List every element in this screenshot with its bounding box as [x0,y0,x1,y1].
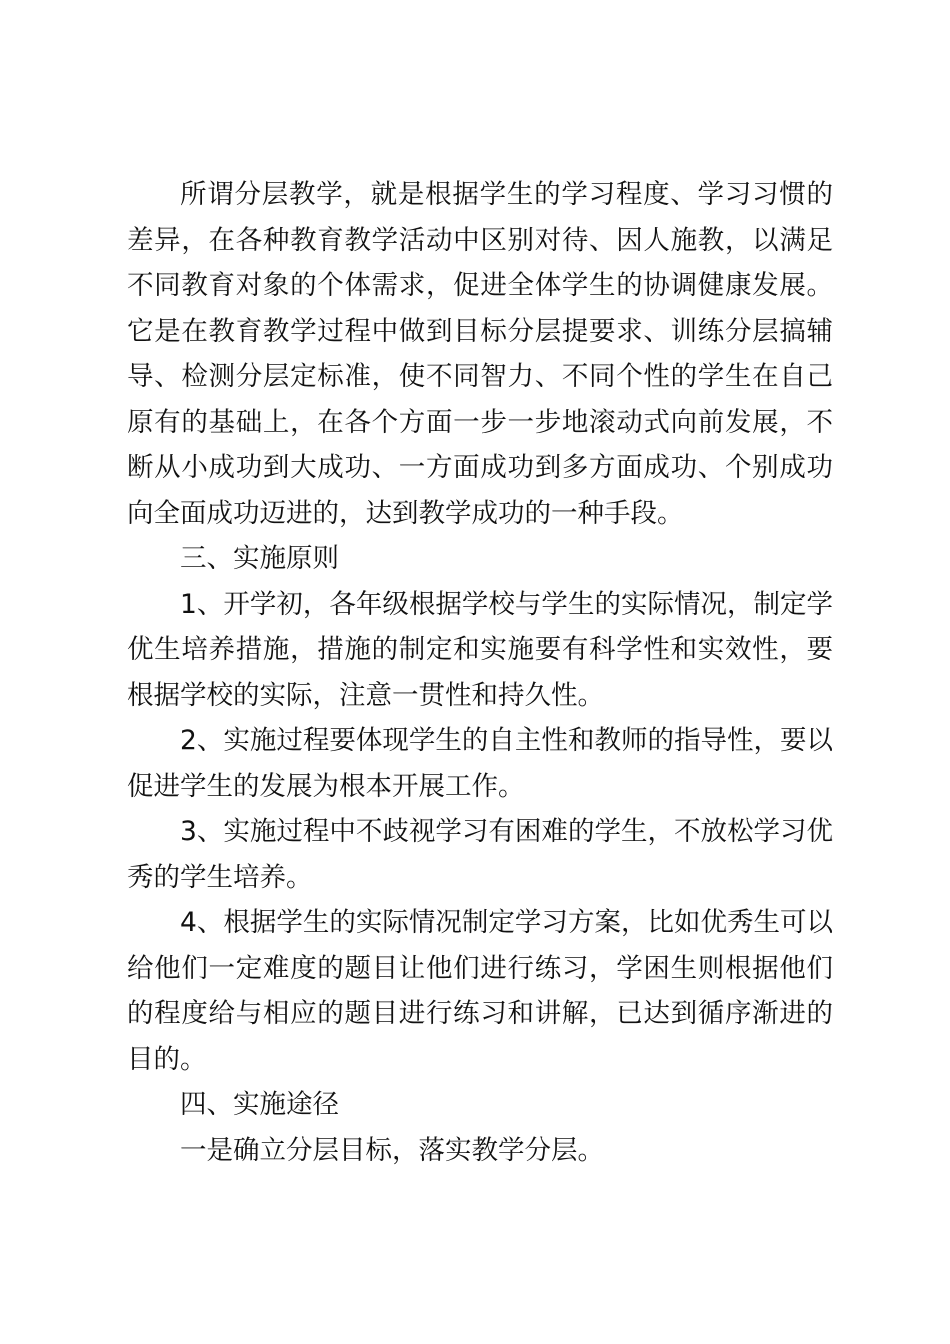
principle-item-3: 3、实施过程中不歧视学习有困难的学生，不放松学习优秀的学生培养。 [127,816,833,893]
principle-item-4: 4、根据学生的实际情况制定学习方案，比如优秀生可以给他们一定难度的题目让他们进行练习，学困生则根据他们的程度给与相应的题目进行练习和讲解，已达到循序渐进的目的。 [127,907,833,1075]
section-heading-principles: 三、实施原则 [180,543,339,574]
paragraph-definition: 所谓分层教学，就是根据学生的学习程度、学习习惯的差异，在各种教育教学活动中区别对待、因人施教，以满足不同教育对象的个体需求，促进全体学生的协调健康发展。它是在教育教学过程中做到目标分层提要求、训练分层搞辅导、检测分层定标准，使不同智力、不同个性的学生在自己原有的基础上，在各个方面一步一步地滚动式向前发展，不断从小成功到大成功、一方面成功到多方面成功、个别成功向全面成功迈进的，达到教学成功的一种手段。 [127,179,833,529]
approach-item-1: 一是确立分层目标，落实教学分层。 [180,1134,604,1166]
section-heading-approaches: 四、实施途径 [180,1089,339,1120]
principle-item-1: 1、开学初，各年级根据学校与学生的实际情况，制定学优生培养措施，措施的制定和实施要有科学性和实效性，要根据学校的实际，注意一贯性和持久性。 [127,588,833,711]
principle-item-2: 2、实施过程要体现学生的自主性和教师的指导性，要以促进学生的发展为根本开展工作。 [127,725,833,802]
document-body [127,172,833,1173]
